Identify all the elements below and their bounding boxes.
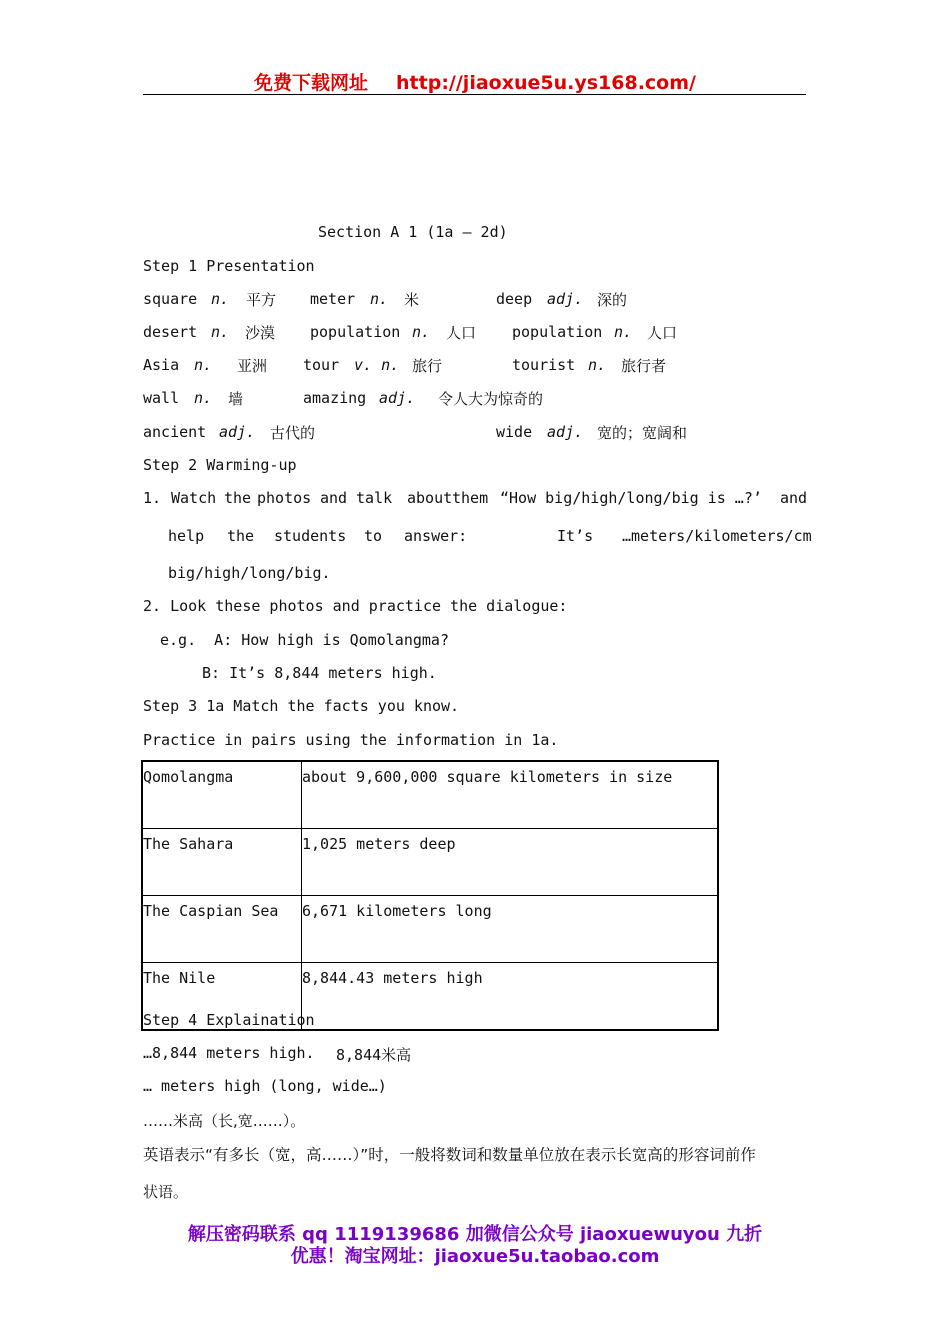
step-2-heading: Step 2 Warming-up	[143, 456, 297, 474]
item-1-word: the	[224, 489, 252, 507]
vocab-meaning: 人口	[647, 324, 678, 342]
vocab-pos: adj.	[219, 423, 256, 441]
section-title: Section A 1 (1a – 2d)	[318, 223, 508, 241]
vocab-word: meter	[310, 290, 356, 308]
vocab-word: square	[143, 290, 198, 308]
header-label: 免费下载网址	[254, 72, 369, 94]
explanation-4-line-2: 状语。	[143, 1183, 189, 1201]
header-url-link[interactable]: http://jiaoxue5u.ys168.com/	[396, 72, 696, 94]
explanation-1-en: …8,844 meters high.	[143, 1044, 315, 1062]
item-1-word: and	[780, 489, 808, 507]
item-1-word: and	[320, 489, 348, 507]
vocab-word: wide	[496, 423, 533, 441]
item-1-word: students	[274, 527, 347, 545]
table-cell-fact: about 9,600,000 square kilometers in size	[302, 761, 719, 829]
step-1-heading: Step 1 Presentation	[143, 257, 315, 275]
vocab-pos: n.	[588, 356, 607, 374]
item-2: 2. Look these photos and practice the dialogue:	[143, 597, 568, 615]
vocab-pos: n.	[211, 323, 230, 341]
vocab-meaning: 旅行	[412, 357, 443, 375]
explanation-1-cn: 8,844米高	[336, 1046, 412, 1064]
practice-instruction: Practice in pairs using the information in 1a.	[143, 731, 559, 749]
footer-line-1: 解压密码联系 qq 1119139686 加微信公众号 jiaoxuewuyou 九折	[187, 1224, 763, 1245]
vocab-meaning: 墙	[228, 390, 244, 408]
vocab-meaning: 旅行者	[621, 357, 667, 375]
vocab-pos: n.	[370, 290, 389, 308]
explanation-2: … meters high (long, wide…)	[143, 1077, 387, 1095]
vocab-word: desert	[143, 323, 198, 341]
table-cell-place: Qomolangma	[142, 761, 302, 829]
vocab-word: amazing	[303, 389, 367, 407]
vocab-word: tourist	[512, 356, 576, 374]
table-cell-place: The Nile	[142, 963, 302, 1031]
vocab-pos: adj.	[547, 290, 584, 308]
facts-table	[141, 760, 719, 1031]
vocab-pos: adj.	[379, 389, 416, 407]
table-cell-fact: 1,025 meters deep	[302, 829, 719, 896]
vocab-pos: v. n.	[354, 356, 400, 374]
vocab-meaning: 米	[404, 291, 420, 309]
table-cell-fact: 8,844.43 meters high	[302, 963, 719, 1031]
vocab-word: population	[512, 323, 603, 341]
item-1-word: the	[227, 527, 255, 545]
vocab-meaning: 令人大为惊奇的	[438, 390, 544, 408]
item-1-word: about	[407, 489, 453, 507]
table-row	[142, 829, 718, 896]
table-row	[142, 761, 718, 829]
vocab-pos: n.	[194, 389, 213, 407]
explanation-3: ……米高（长,宽……）。	[143, 1112, 306, 1130]
vocab-meaning: 宽的；宽阔和	[597, 424, 688, 442]
item-1-word: “How big/high/long/big is …?’	[500, 489, 762, 507]
footer-line-2: 优惠！淘宝网址：jiaoxue5u.taobao.com	[290, 1246, 660, 1267]
step-3-heading: Step 3 1a Match the facts you know.	[143, 697, 460, 715]
example-b: B: It’s 8,844 meters high.	[202, 664, 437, 682]
vocab-meaning: 平方	[246, 291, 277, 309]
vocab-word: Asia	[143, 356, 180, 374]
vocab-meaning: 亚洲	[237, 357, 268, 375]
page-header	[0, 68, 950, 95]
vocab-word: deep	[496, 290, 533, 308]
item-1-word: talk	[356, 489, 393, 507]
explanation-4-line-1: 英语表示“有多长（宽，高……）”时，一般将数词和数量单位放在表示长宽高的形容词前作	[143, 1146, 756, 1164]
vocab-pos: n.	[194, 356, 213, 374]
vocab-meaning: 人口	[446, 324, 477, 342]
vocab-pos: n.	[614, 323, 633, 341]
vocab-word: tour	[303, 356, 340, 374]
vocab-pos: n.	[412, 323, 431, 341]
vocab-meaning: 深的	[597, 291, 628, 309]
vocab-meaning: 古代的	[270, 424, 316, 442]
item-1-word: …meters/kilometers/cm	[622, 527, 812, 545]
header-rule	[143, 94, 806, 95]
item-1-line-3: big/high/long/big.	[168, 564, 331, 582]
step-4-heading: Step 4 Explaination	[143, 1011, 315, 1029]
table-row	[142, 896, 718, 963]
vocab-pos: adj.	[547, 423, 584, 441]
vocab-pos: n.	[211, 290, 230, 308]
table-cell-place: The Sahara	[142, 829, 302, 896]
item-1-word: It’s	[557, 527, 594, 545]
item-1-word: photos	[257, 489, 312, 507]
vocab-meaning: 沙漠	[245, 324, 276, 342]
table-cell-place: The Caspian Sea	[142, 896, 302, 963]
table-cell-fact: 6,671 kilometers long	[302, 896, 719, 963]
vocab-word: wall	[143, 389, 180, 407]
item-1-word: answer:	[404, 527, 468, 545]
example-a: e.g. A: How high is Qomolangma?	[160, 631, 449, 649]
item-1-word: 1.	[143, 489, 162, 507]
item-1-word: help	[168, 527, 205, 545]
vocab-word: population	[310, 323, 401, 341]
item-1-word: Watch	[171, 489, 217, 507]
item-1-word: to	[364, 527, 383, 545]
item-1-word: them	[452, 489, 489, 507]
vocab-word: ancient	[143, 423, 207, 441]
